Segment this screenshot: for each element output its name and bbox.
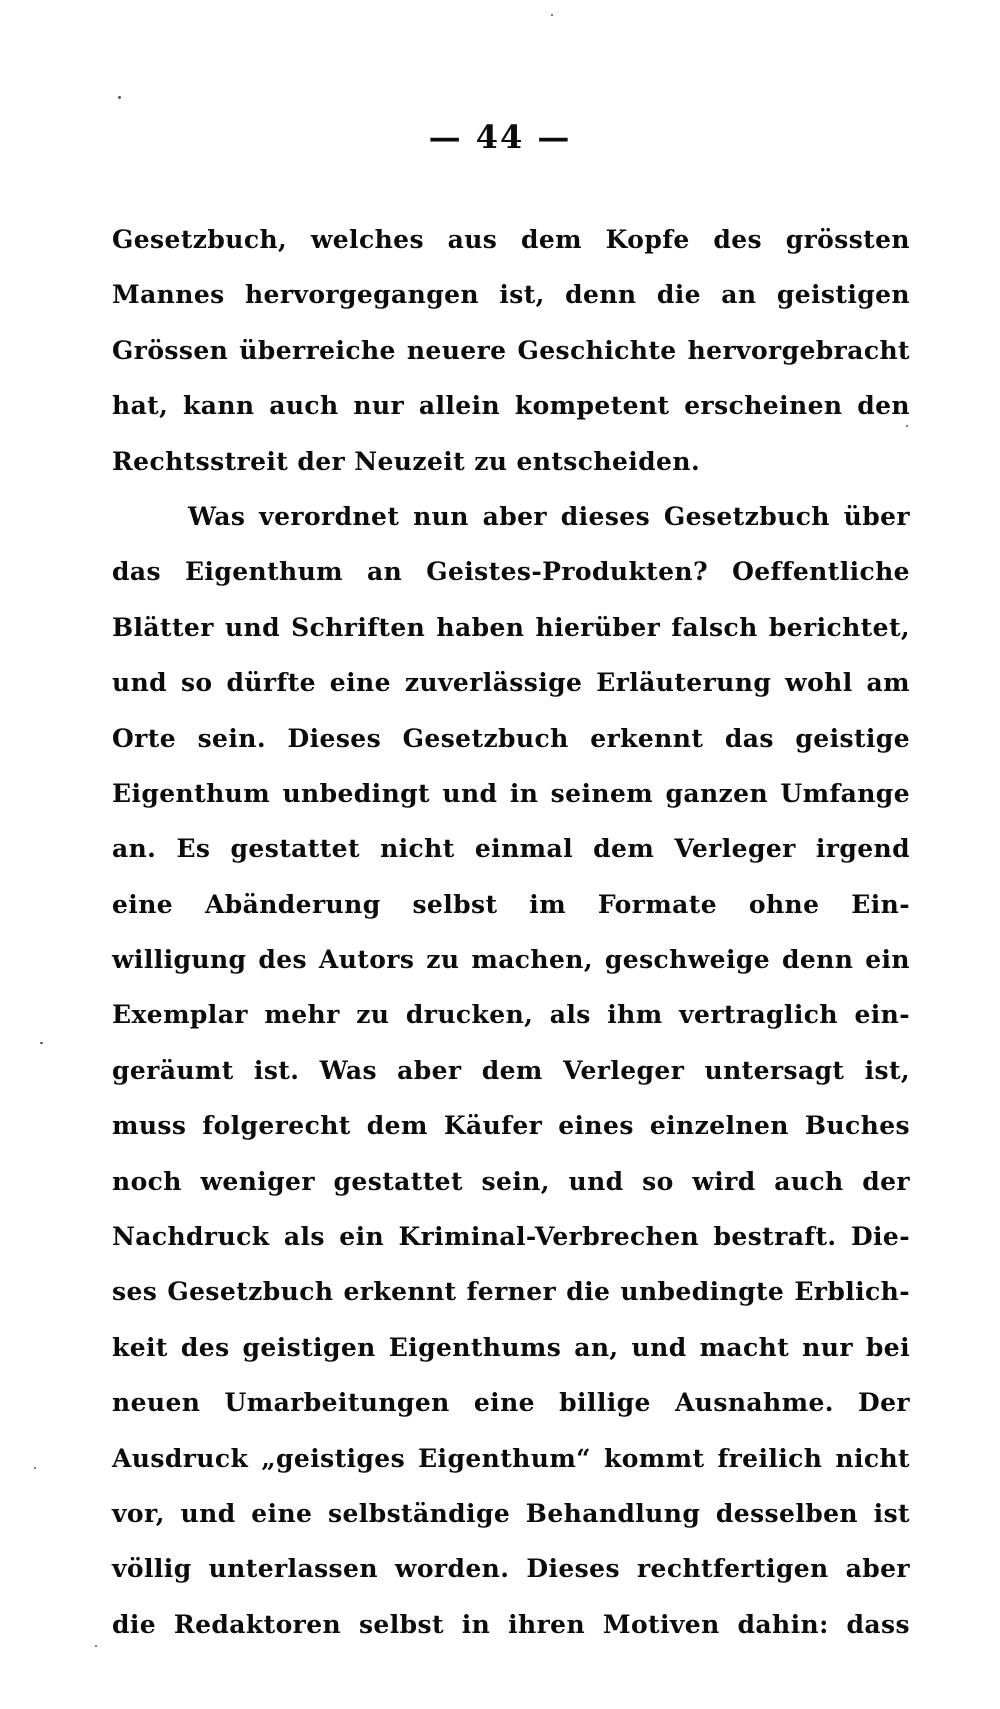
text-line: keit des geistigen Eigenthums an, und macht nur bei [112,1332,910,1362]
text-line: Orte sein. Dieses Gesetzbuch erkennt das geistige [112,723,910,753]
text-line: willigung des Autors zu machen, geschweige denn ein [112,945,910,975]
scan-speck [34,1467,36,1469]
text-line: muss folgerecht dem Käufer eines einzelnen Buches [112,1111,910,1141]
text-line: Mannes hervorgegangen ist, denn die an geistigen [112,280,910,310]
text-line: das Eigenthum an Geistes-Produkten? Oeffentliche [112,557,910,587]
text-line: neuen Umarbeitungen eine billige Ausnahme. Der [112,1388,910,1418]
text-line: Eigenthum unbedingt und in seinem ganzen Umfange [112,778,910,808]
text-line: und so dürfte eine zuverlässige Erläuterung wohl am [112,668,910,698]
text-line: Blätter und Schriften haben hierüber falsch berichtet, [112,612,910,642]
text-line: hat, kann auch nur allein kompetent erscheinen den [112,391,910,421]
scan-speck [551,14,553,16]
page-number: — 44 — [428,118,572,156]
text-line: geräumt ist. Was aber dem Verleger untersagt ist, [112,1055,910,1085]
text-line: die Redaktoren selbst in ihren Motiven dahin: dass [112,1609,910,1639]
text-line: Nachdruck als ein Kriminal-Verbrechen bestraft. Die- [112,1222,910,1252]
text-line: vor, und eine selbständige Behandlung desselben ist [112,1498,910,1528]
text-line: Rechtsstreit der Neuzeit zu entscheiden. [112,446,701,476]
paragraph-start-line: Was verordnet nun aber dieses Gesetzbuch über [188,501,910,531]
scan-speck [40,1042,43,1044]
body-text [112,212,910,1652]
scan-speck [906,425,908,427]
text-line: an. Es gestattet nicht einmal dem Verleger irgend [112,834,910,864]
text-line: Ausdruck „geistiges Eigenthum“ kommt freilich nicht [112,1443,910,1473]
text-line: Exemplar mehr zu drucken, als ihm vertraglich ein- [112,1000,910,1030]
text-line: noch weniger gestattet sein, und so wird auch der [112,1166,910,1196]
scan-speck [118,96,121,99]
text-line: eine Abänderung selbst im Formate ohne Ein- [112,889,910,919]
text-line: Grössen überreiche neuere Geschichte hervorgebracht [112,335,910,365]
text-line: völlig unterlassen worden. Dieses rechtfertigen aber [112,1554,910,1584]
text-line: Gesetzbuch, welches aus dem Kopfe des grössten [112,225,910,254]
text-line: ses Gesetzbuch erkennt ferner die unbedingte Erblich- [112,1277,910,1307]
scan-speck [95,1645,97,1647]
